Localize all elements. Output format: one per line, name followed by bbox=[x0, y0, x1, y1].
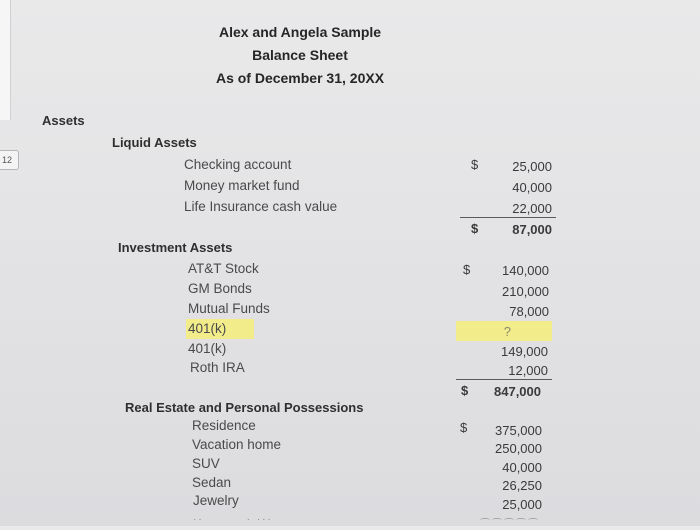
investment-total-rule bbox=[456, 379, 552, 380]
investment-row-amount: 210,000 bbox=[502, 284, 549, 299]
investment-row-label: Roth IRA bbox=[190, 360, 245, 375]
liquid-row-amount: 25,000 bbox=[512, 159, 552, 174]
sheet-type-title: Balance Sheet bbox=[252, 47, 348, 63]
investment-row-label: 401(k) bbox=[188, 341, 227, 356]
liquid-row-label: Money market fund bbox=[184, 178, 300, 193]
investment-row-amount: 12,000 bbox=[508, 363, 548, 378]
real-estate-row-amount: 40,000 bbox=[502, 460, 542, 475]
real-estate-row-label: SUV bbox=[192, 456, 220, 471]
real-estate-row-dollar: $ bbox=[460, 420, 468, 435]
investment-row-label: Mutual Funds bbox=[188, 301, 270, 316]
investment-row-label: AT&T Stock bbox=[188, 261, 259, 276]
liquid-row-label: Life Insurance cash value bbox=[184, 199, 338, 214]
real-estate-row-amount: 25,000 bbox=[502, 497, 542, 512]
real-estate-row-amount: 26,250 bbox=[502, 478, 542, 493]
real-estate-row-label: Sedan bbox=[192, 475, 232, 490]
investment-total-dollar: $ bbox=[461, 383, 469, 398]
real-estate-row-amount: 375,000 bbox=[495, 423, 542, 438]
investment-row-dollar: $ bbox=[463, 262, 471, 277]
liquid-row-dollar: $ bbox=[471, 157, 479, 172]
real-estate-row-label: Residence bbox=[192, 418, 256, 433]
real-estate-row-label: Jewelry bbox=[193, 493, 239, 508]
real-estate-row-label: Vacation home bbox=[192, 437, 282, 452]
liquid-total-rule bbox=[460, 217, 556, 218]
assets-heading: Assets bbox=[42, 113, 85, 128]
sheet-date-title: As of December 31, 20XX bbox=[215, 70, 385, 86]
liquid-row-amount: 22,000 bbox=[512, 201, 552, 216]
real-estate-row-amount: 250,000 bbox=[495, 441, 542, 456]
investment-row-amount: 149,000 bbox=[501, 344, 548, 359]
investment-total-amount: 847,000 bbox=[494, 384, 541, 399]
left-margin-strip bbox=[0, 0, 11, 120]
cutoff-amount-fragment: ⌒⌒⌒⌒⌒ bbox=[480, 519, 540, 530]
row-marker: 12 bbox=[0, 150, 19, 170]
investment-row-label: 401(k) bbox=[188, 321, 227, 336]
cutoff-row-fragment: ·· · ··· bbox=[193, 514, 273, 525]
liquid-row-amount: 40,000 bbox=[512, 180, 552, 195]
investment-row-amount: 140,000 bbox=[502, 263, 549, 278]
investment-row-label: GM Bonds bbox=[188, 281, 252, 296]
investment-assets-heading: Investment Assets bbox=[118, 240, 233, 255]
liquid-row-label: Checking account bbox=[184, 157, 292, 172]
liquid-assets-heading: Liquid Assets bbox=[112, 135, 197, 150]
liquid-total-amount: 87,000 bbox=[512, 222, 552, 237]
investment-row-amount-unknown: ? bbox=[503, 324, 511, 339]
real-estate-heading: Real Estate and Personal Possessions bbox=[125, 400, 364, 415]
liquid-total-dollar: $ bbox=[471, 221, 479, 236]
investment-row-amount: 78,000 bbox=[509, 304, 549, 319]
sheet-owner-title: Alex and Angela Sample bbox=[218, 24, 382, 40]
